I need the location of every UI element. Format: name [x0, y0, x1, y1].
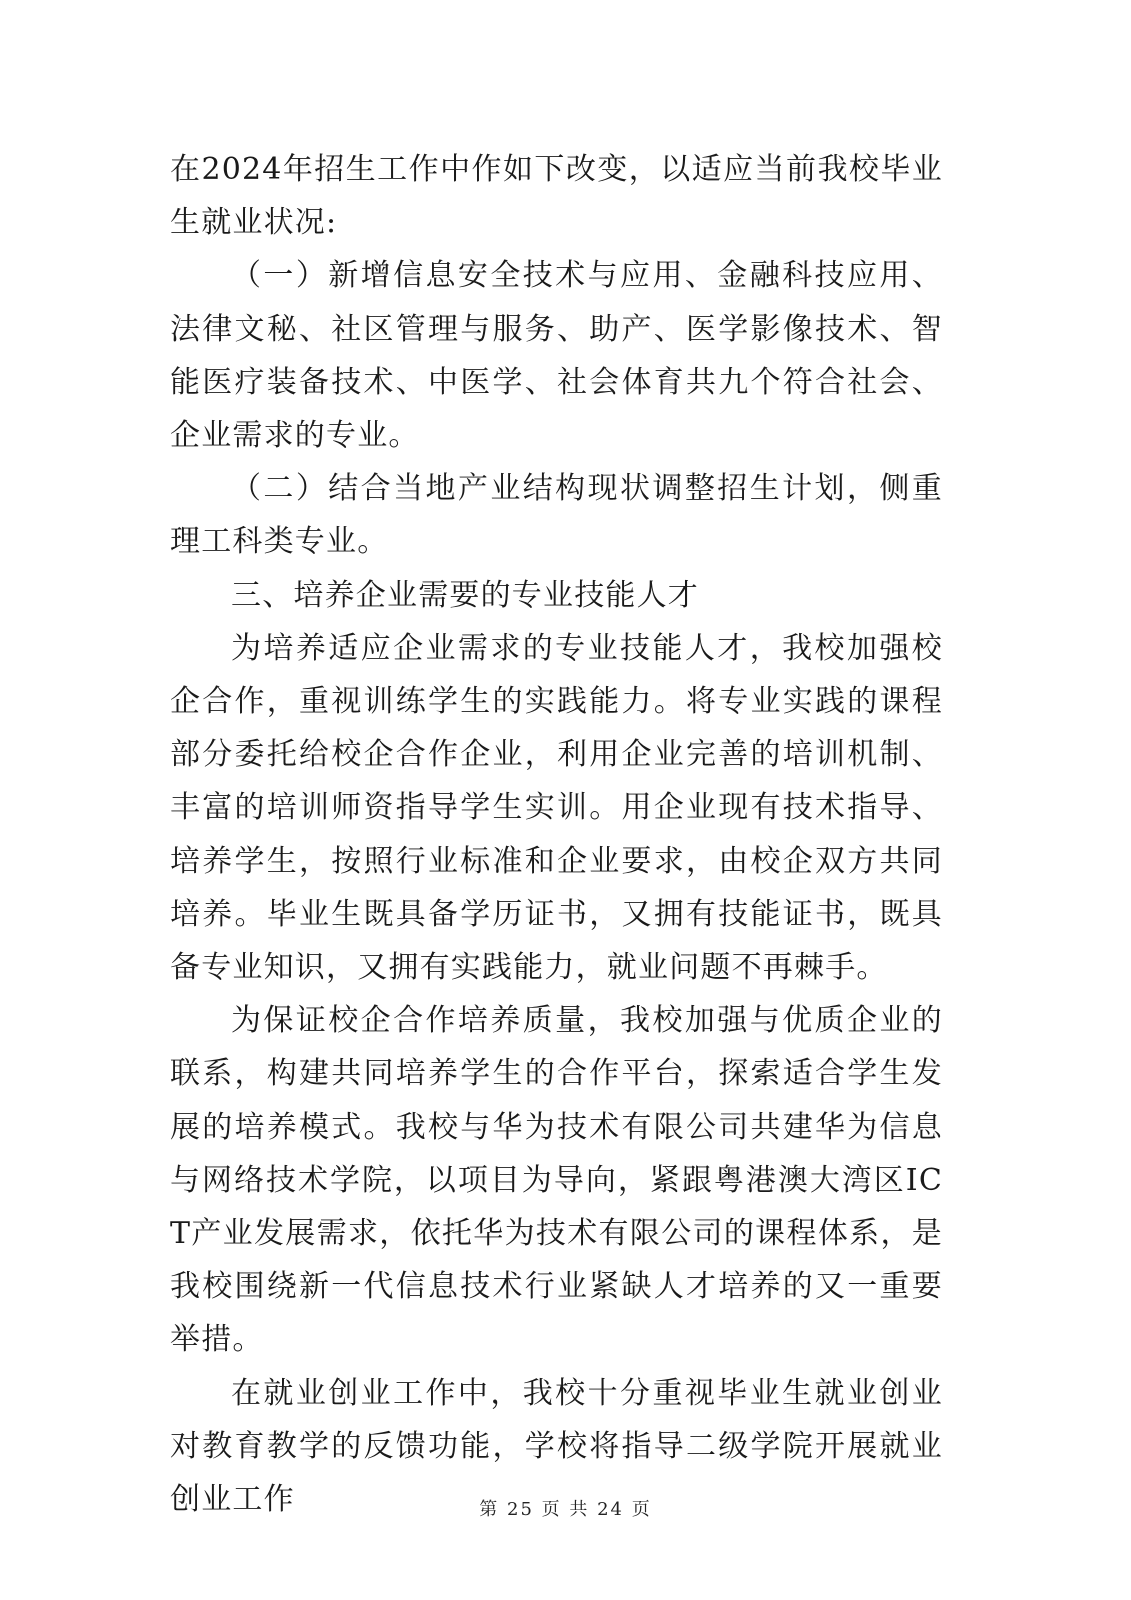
- section-heading-three: 三、培养企业需要的专业技能人才: [231, 577, 699, 613]
- paragraph-item-two: （二）结合当地产业结构现状调整招生计划，侧重理工科类专业。: [170, 471, 943, 560]
- page-number-label: 第 25 页 共 24 页: [479, 1499, 652, 1520]
- paragraph-item-one: （一）新增信息安全技术与应用、金融科技应用、法律文秘、社区管理与服务、助产、医学影像技术、智能医疗装备技术、中医学、社会体育共九个符合社会、企业需求的专业。: [170, 258, 943, 454]
- paragraph-enrollment-intro: 在2024年招生工作中作如下改变，以适应当前我校毕业生就业状况:: [170, 152, 943, 241]
- body-text: [170, 143, 943, 1526]
- paragraph-school-enterprise: 为培养适应企业需求的专业技能人才，我校加强校企合作，重视训练学生的实践能力。将专业实践的课程部分委托给校企合作企业，利用企业完善的培训机制、丰富的培训师资指导学生实训。用企业现有技术指导、培养学生，按照行业标准和企业要求，由校企双方共同培养。毕业生既具备学历证书，又拥有技能证书，既具备专业知识，又拥有实践能力，就业问题不再棘手。: [170, 630, 943, 986]
- paragraph-employment-feedback: 在就业创业工作中，我校十分重视毕业生就业创业对教育教学的反馈功能，学校将指导二级学院开展就业创业工作: [170, 1375, 943, 1518]
- paragraph-huawei-cooperation: 为保证校企合作培养质量，我校加强与优质企业的联系，构建共同培养学生的合作平台，探索适合学生发展的培养模式。我校与华为技术有限公司共建华为信息与网络技术学院，以项目为导向，紧跟粤港澳大湾区ICT产业发展需求，依托华为技术有限公司的课程体系，是我校围绕新一代信息技术行业紧缺人才培养的又一重要举措。: [170, 1003, 943, 1358]
- page-footer: [0, 1495, 1131, 1521]
